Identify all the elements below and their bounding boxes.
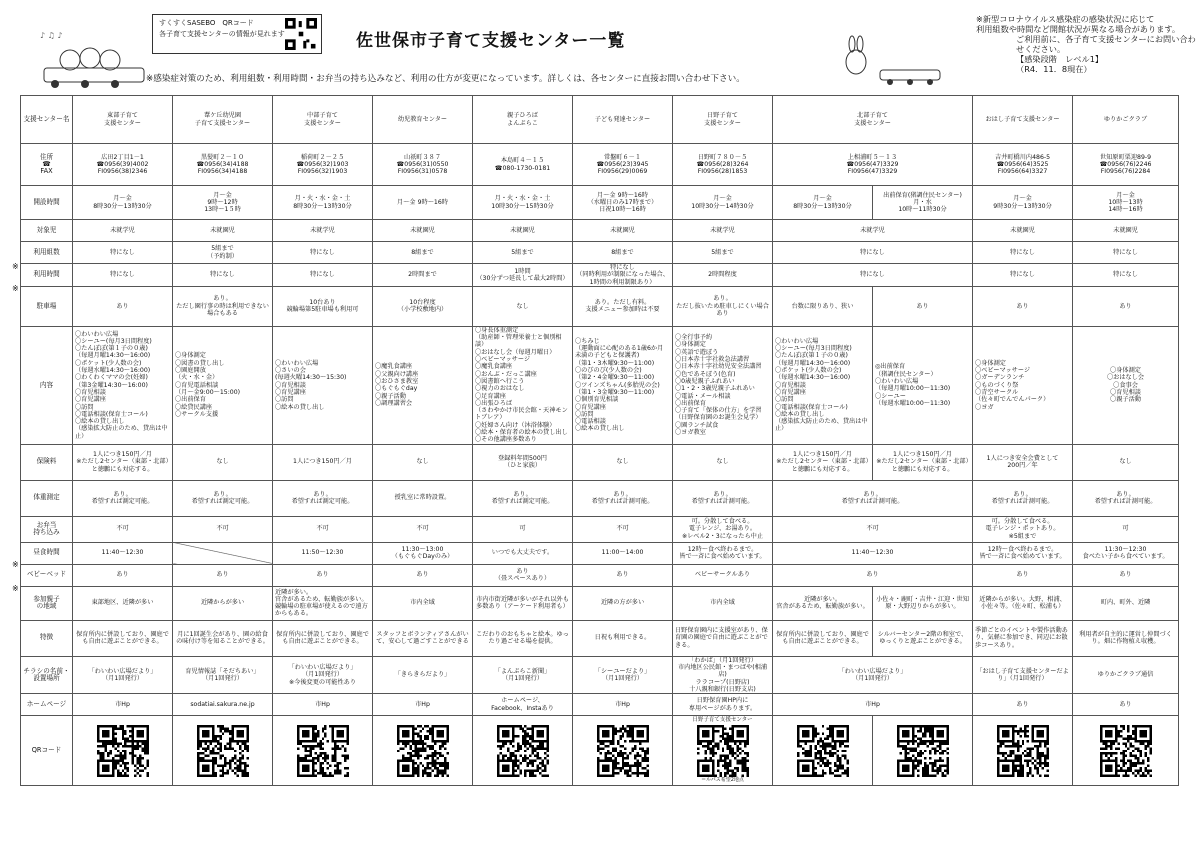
qr-cell	[73, 716, 173, 786]
table-row	[21, 564, 1179, 586]
table-cell: 山祇町３８７ ☎0956(31)0550 FI0956(31)0578	[373, 144, 473, 186]
table-cell: なし	[673, 444, 773, 480]
table-cell: 未就園児	[573, 220, 673, 242]
table-cell: 未就園児	[173, 220, 273, 242]
svg-text:♪ ♫ ♪: ♪ ♫ ♪	[40, 31, 63, 40]
table-cell: 東部子育て 支援センター	[73, 96, 173, 144]
table-cell: 特になし	[1073, 242, 1179, 264]
table-cell: 「おはし子育て支援センターだより」（月1回発行）	[973, 656, 1073, 693]
table-cell: 日野子育て 支援センター	[673, 96, 773, 144]
table-cell: 未就園児	[473, 220, 573, 242]
qr-code-icon[interactable]	[897, 725, 949, 777]
table-cell: 台数に限りあり、狭い	[773, 286, 873, 326]
table-cell: あり。 ただし園行事の時は利用できない場合もある	[173, 286, 273, 326]
row-label: お弁当 持ち込み	[21, 516, 73, 542]
table-row	[21, 96, 1179, 144]
table-cell: おはし子育て支援センター	[973, 96, 1073, 144]
qr-box-line2: 各子育て支援センターの情報が見れます	[159, 30, 285, 38]
notice-text: ※感染症対策のため、利用組数・利用時間・お弁当の持ち込みなど、利用の仕方が変更になっています。詳しくは、各センターに直接お問い合わせ下さい。	[146, 74, 745, 84]
table-cell: 日野保育園内に支援室があり、保育園の園庭で自由に遊ぶことができる。	[673, 620, 773, 656]
table-row	[21, 694, 1179, 716]
table-cell: 日祝も利用できる。	[573, 620, 673, 656]
qr-info-box	[152, 14, 322, 54]
table-cell: 吉井町橋川内486-5 ☎0956(64)3525 FI0956(64)3327	[973, 144, 1073, 186]
table-cell: 常盤町６－１ ☎0956(23)3945 FI0956(29)0069	[573, 144, 673, 186]
table-cell: 未就園児	[1073, 220, 1179, 242]
table-row	[21, 480, 1179, 516]
table-cell: 未就園児	[973, 220, 1073, 242]
qr-cell	[573, 716, 673, 786]
qr-code-icon[interactable]	[997, 725, 1049, 777]
table-cell: 〇わいわい広場 〇シーユー(毎月3日間程度) 〇たんぽぽ(第１子の０歳) （毎週月曜14:30～16:00) 〇ポケット(少人数の会) （毎週水曜14:30～16:00) 〇わくわくママの会(妊婦) （第3金曜14:30～16:00) 〇育児相談 〇育児講座 〇訪問 〇電話相談(保育士コール) 〇絵本の貸し出し （感染拡大防止のため、貸出は中止）	[73, 326, 173, 444]
row-label: 参加親子 の地域	[21, 586, 73, 620]
table-cell: 特になし	[973, 242, 1073, 264]
table-cell: 11:40～12:30	[773, 542, 973, 564]
table-cell: あり	[73, 286, 173, 326]
table-cell: 「わいわい広場だより」 （月1回発行） ※今後変更の可能性あり	[273, 656, 373, 693]
table-cell: 11:50～12:30	[273, 542, 373, 564]
table-cell: あり。 希望すれば測定可能。	[173, 480, 273, 516]
table-cell: 「シーユーだより」 （月1回発行）	[573, 656, 673, 693]
table-cell: 未就園児	[373, 220, 473, 242]
table-row	[21, 242, 1179, 264]
table-cell: あり	[1073, 286, 1179, 326]
right-note-line: （R4．11．8現在）	[1016, 64, 1092, 74]
table-cell: 本島町４－１５ ☎080-1730-0181	[473, 144, 573, 186]
row-label: チラシの名前・設置場所	[21, 656, 73, 693]
table-cell: 5組まで	[473, 242, 573, 264]
table-cell: 〇わいわい広場 〇シーユー(毎月3日間程度) 〇たんぽぽ(第１子の０歳) （毎週月曜14:30～16:00) 〇ポケット(少人数の会) （毎週水曜14:30～16:00) 〇育児相談 〇育児講座 〇訪問 〇電話相談(保育士コール) 〇絵本の貸し出し （感染拡大防止のため、貸出は中止）	[773, 326, 873, 444]
table-cell: 月～金 9時～16時	[373, 186, 473, 220]
table-cell: 未就学児	[773, 220, 973, 242]
table-cell: 5組まで （予約制）	[173, 242, 273, 264]
row-label: ベビーベッド	[21, 564, 73, 586]
table-cell: 未就学児	[673, 220, 773, 242]
train-illustration-icon	[30, 20, 150, 90]
qr-box-line1: すくすくSASEBO QRコード	[159, 19, 254, 27]
table-cell: ゆりかごクラブ通信	[1073, 656, 1179, 693]
table-cell: 登録料年間500円 （ひと家族）	[473, 444, 573, 480]
qr-caption: ＝ルパス希望2地点	[701, 776, 744, 783]
table-cell: 小佐々・鹿町・吉井・江迎・世知原・大野辺りからが多い。	[873, 586, 973, 620]
table-cell: 8組まで	[573, 242, 673, 264]
table-cell: 市内全域	[373, 586, 473, 620]
table-cell: 市内全域	[673, 586, 773, 620]
table-cell: あり。 希望すれば計測可能。	[673, 480, 773, 516]
table-cell: 近隣が多い。 官舎があるため、転勤族が多い。 競輪場の駐車場が使えるので遠方からもある。	[273, 586, 373, 620]
qr-code-icon[interactable]	[697, 725, 749, 777]
table-cell: 東部地区、近隣が多い	[73, 586, 173, 620]
table-cell: 特になし	[73, 242, 173, 264]
center-table-wrap	[20, 95, 1178, 835]
table-row	[21, 620, 1179, 656]
qr-code-icon[interactable]	[1100, 725, 1152, 777]
table-cell: シルバーセンター2階の和室で、ゆっくりと遊ぶことができる。	[873, 620, 973, 656]
table-cell: 可。分散して食べる。 電子レンジ・ポットあり。 ※5組まで	[973, 516, 1073, 542]
table-cell: 市Hp	[73, 694, 173, 716]
table-cell: 特になし	[73, 264, 173, 287]
table-cell: あり	[373, 564, 473, 586]
table-cell: あり	[973, 286, 1073, 326]
table-cell: 1人につき150円／月 ※ただし2センター（東部・北部）と徳鵬にも対応する。	[773, 444, 873, 480]
table-cell: 11:00～14:00	[573, 542, 673, 564]
table-cell: 不可	[73, 516, 173, 542]
row-label: 対象児	[21, 220, 73, 242]
table-cell: 2時間程度	[673, 264, 773, 287]
table-cell: 〇身体測定 〇図書の貸し出し 〇園庭開放 （火・水・金） 〇育児電話相談 （月～金9:00～15:00) 〇出前保育 〇絵貸民講座 〇サークル支援	[173, 326, 273, 444]
table-cell: 世知原町栗迎89-9 ☎0956(76)2246 FI0956(76)2284	[1073, 144, 1179, 186]
header	[0, 0, 1200, 92]
table-cell: 〇身長体重測定 （助産師・管理栄養士と個別相談） 〇おはなし会（毎週月曜日） 〇ベビーマッサージ 〇魔乳食講座 〇おんぶ・だっこ講座 〇図書館へ行こう 〇視力のおはなし 〇足育講座 〇出張ひろば （さわやかけ市民会館・天神モントブレア） 〇妊婦さん向け（沐浴体験） 〇絵本・保育者の絵本の貸し出し 〇その他講座多数あり	[473, 326, 573, 444]
table-cell: 不可	[773, 516, 973, 542]
table-cell: 不可	[273, 516, 373, 542]
table-cell: 月～金 9時30分～13時30分	[973, 186, 1073, 220]
row-label: 住所 ☎ FAX	[21, 144, 73, 186]
table-cell: 市Hp	[573, 694, 673, 716]
table-cell: 月～金 10時30分～14時30分	[673, 186, 773, 220]
row-label: 利用組数	[21, 242, 73, 264]
qr-code-icon[interactable]	[97, 725, 149, 777]
table-row	[21, 286, 1179, 326]
right-note	[976, 14, 1198, 74]
qr-code-icon[interactable]	[397, 725, 449, 777]
table-row	[21, 516, 1179, 542]
table-cell: あり。ただし有料。 支援メニュー参加時は不要	[573, 286, 673, 326]
table-cell: 月に1回誕生会があり、園の給食の味付け等を知ることができる。	[173, 620, 273, 656]
qr-code-icon[interactable]	[597, 725, 649, 777]
right-note-line: ご利用前に、各子育て支援センターにお問い合わせください。	[1016, 34, 1196, 54]
table-row	[21, 716, 1179, 786]
row-label: 体重測定	[21, 480, 73, 516]
table-cell: あり。 希望すれば測定可能。	[73, 480, 173, 516]
table-cell: 近隣の方が多い	[573, 586, 673, 620]
table-cell: 幼児教育センター	[373, 96, 473, 144]
table-cell: 未就学児	[73, 220, 173, 242]
table-cell: 月・火・水・金・土 8時30分～13時30分	[273, 186, 373, 220]
table-cell: あり。 希望すれば計測可能。	[573, 480, 673, 516]
table-cell: あり。 希望すれば計測可能。	[1073, 480, 1179, 516]
table-cell: 保育所内に併設しており、園庭でも自由に遊ぶことができる。	[273, 620, 373, 656]
table-cell: 月～金 10時～13時 14時～16時	[1073, 186, 1179, 220]
table-cell: あり	[873, 286, 973, 326]
table-cell: 可	[1073, 516, 1179, 542]
center-table	[20, 95, 1179, 786]
table-cell: なし	[173, 444, 273, 480]
table-cell: ゆりかごクラブ	[1073, 96, 1179, 144]
table-row	[21, 220, 1179, 242]
table-cell: なし	[573, 444, 673, 480]
table-cell: 親子ひろば よんぷらこ	[473, 96, 573, 144]
table-cell: あり	[1073, 564, 1179, 586]
table-cell: 12時～食べ終わるまで。 皆で一斉に食べ始めています。	[973, 542, 1073, 564]
table-cell: あり。 希望すれば測定可能。	[473, 480, 573, 516]
table-cell: ◎出前保育 （猪調住民センター） 〇わいわい広場 （毎週月曜10:00～11:30) 〇シーユー （毎週水曜10:00～11:30)	[873, 326, 973, 444]
table-cell: 市Hp	[273, 694, 373, 716]
table-cell: あり	[173, 564, 273, 586]
qr-cell	[473, 716, 573, 786]
table-cell: 未就学児	[273, 220, 373, 242]
table-cell: あり。 ただし抜いため駐車しにくい場合あり	[673, 286, 773, 326]
table-cell: 〇全行事予約 〇身体測定 〇英語で遊ぼう 〇日本赤十字社救急法講習 〇日本赤十字社幼児安全法講習 〇色であそぼう(色育) 〇0歳児親子ふれあい 〇1・2・3歳児親子ふれあい 〇電話・メール相談 〇出前保育 〇子育て「保体の仕方」を学習 （日野保育園のお誕生会見学） 〇園ランチ試食 〇ヨガ教室	[673, 326, 773, 444]
table-row	[21, 144, 1179, 186]
row-label: QRコード	[21, 716, 73, 786]
table-row	[21, 586, 1179, 620]
qr-code-icon[interactable]	[197, 725, 249, 777]
row-label: 支援センター名	[21, 96, 73, 144]
note-mark: ※	[12, 262, 19, 271]
table-cell: 1人につき150円／月 ※ただし2センター（東部・北部）と徳鵬にも対応する。	[73, 444, 173, 480]
qr-cell	[873, 716, 973, 786]
table-cell: 11:40～12:30	[73, 542, 173, 564]
table-cell: 「わかば」（月1回発行） 市内地区公民館・まつばや(相浦店) ララコープ(日野店) 十八親和銀行(日野支店)	[673, 656, 773, 693]
qr-code-icon[interactable]	[285, 18, 317, 50]
note-mark: ※	[12, 584, 19, 593]
table-cell: こだわりのおもちゃと絵本。ゆったり過ごせる場を提供。	[473, 620, 573, 656]
table-cell: 1人につき安全会費として 200円／年	[973, 444, 1073, 480]
table-cell: 「よんぷらこ新聞」 （月1回発行）	[473, 656, 573, 693]
table-cell: あり。 希望すれば計測可能。	[773, 480, 973, 516]
table-cell: あり	[73, 564, 173, 586]
table-cell: 「きらきらだより」	[373, 656, 473, 693]
table-cell: スタッフとボランティアさんがいて、安心して過ごすことができる	[373, 620, 473, 656]
table-cell: 育児情報誌「そだちあい」 （月1回発行）	[173, 656, 273, 693]
table-cell: なし	[373, 444, 473, 480]
table-cell: あり	[1073, 694, 1179, 716]
table-cell: 1時間 （30分ずつ延長して最大2時間）	[473, 264, 573, 287]
table-cell: 2時間まで	[373, 264, 473, 287]
table-cell: 11:30～13:00 （もぐもぐDayのみ）	[373, 542, 473, 564]
table-cell: 〇身体測定 〇ベビーマッサージ 〇ガーデンランチ 〇ものづくり祭 〇青空サークル （佐々町でんでんパーク） 〇ヨガ	[973, 326, 1073, 444]
table-cell: あり	[973, 694, 1073, 716]
row-label: 開設時間	[21, 186, 73, 220]
row-label: 内容	[21, 326, 73, 444]
qr-cell	[673, 716, 773, 786]
table-cell: 不可	[573, 516, 673, 542]
row-label: 駐車場	[21, 286, 73, 326]
table-row	[21, 326, 1179, 444]
table-cell: 季節ごとのイベントや製作活動あり、気軽に参加でき、同辺にお散歩コースあり。	[973, 620, 1073, 656]
right-note-line: 利用組数や時間など開館状況が異なる場合があります。	[976, 24, 1181, 34]
qr-code-icon[interactable]	[797, 725, 849, 777]
table-row	[21, 444, 1179, 480]
table-row	[21, 186, 1179, 220]
qr-cell	[373, 716, 473, 786]
row-label: 保険料	[21, 444, 73, 480]
table-cell: 〇ちみじ （運動面に心配のある1歳6か月 未満の子どもと保護者) （第1・3木曜9:30～11:00) 〇のびのび(少人数の会) （第2・4金曜9:30～11:00) 〇ツインズちゃん(多胎児の会) （第1・3金曜9:30～11:00) 〇個別育児相談 〇育児講座 〇訪問 〇電話相談 〇絵本の貸し出し	[573, 326, 673, 444]
table-cell: 5組まで	[673, 242, 773, 264]
table-cell: 市内市街近隣が多いがそれ以外も多数あり（アーケード利用者も）	[473, 586, 573, 620]
table-cell: 広田2丁目1－1 ☎0956(39)4002 FI0956(38)2346	[73, 144, 173, 186]
table-cell: 近隣が多い。 官舎があるため、転勤族が多い。	[773, 586, 873, 620]
table-cell: 月・火・水・金・土 10時30分～15時30分	[473, 186, 573, 220]
table-cell: 不可	[173, 516, 273, 542]
table-cell: 〇魔乳食講座 〇父親向け講座 〇おひさま教室 〇もぐもぐday 〇親子活動 〇調理講習会	[373, 326, 473, 444]
qr-code-icon[interactable]	[297, 725, 349, 777]
table-cell: 近隣からが多い。大野、相浦、 小佐々等。（佐々町、松浦も）	[973, 586, 1073, 620]
table-cell: 可。分散して食べる。 電子レンジ、お湯あり。 ※レベル2・3になったら中止	[673, 516, 773, 542]
table-cell: 可	[473, 516, 573, 542]
qr-cell	[773, 716, 873, 786]
table-cell: 特になし （同時利用が制限になった場合、1時間の利用制限あり）	[573, 264, 673, 287]
table-cell: 黒髪町２－１０ ☎0956(34)4188 FI0956(34)4188	[173, 144, 273, 186]
qr-cell	[173, 716, 273, 786]
qr-code-icon[interactable]	[497, 725, 549, 777]
row-label: 昼食時間	[21, 542, 73, 564]
table-cell: 子ども発達センター	[573, 96, 673, 144]
table-cell: 中部子育て 支援センター	[273, 96, 373, 144]
table-cell: 月～金 9時～12時 13時～1５時	[173, 186, 273, 220]
table-cell: 町内、町外、近隣	[1073, 586, 1179, 620]
table-row	[21, 264, 1179, 287]
row-label: ホームページ	[21, 694, 73, 716]
table-cell: いつでも大丈夫です。	[473, 542, 573, 564]
row-label: 利用時間	[21, 264, 73, 287]
table-cell: あり。 希望すれば計測可能。	[973, 480, 1073, 516]
table-cell: 特になし	[773, 242, 973, 264]
table-cell: 稲荷町２－２５ ☎0956(32)1903 FI0956(32)1903	[273, 144, 373, 186]
note-mark: ※	[12, 284, 19, 293]
table-cell: 〇わいわい広場 〇さいの会 (毎週火曜14:30～15:30) 〇育児相談 〇育児講座 〇訪問 〇絵本の貸し出し	[273, 326, 373, 444]
qr-cell	[1073, 716, 1179, 786]
right-note-line: ※新型コロナウイルス感染症の感染状況に応じて	[976, 14, 1155, 24]
table-cell: 12時～食べ終わるまで。 皆で一斉に食べ始めています。	[673, 542, 773, 564]
table-cell: 〇身体測定 〇おはなし会 〇食事会 〇育児相談 〇親子活動	[1073, 326, 1179, 444]
rabbit-illustration-icon	[836, 30, 956, 90]
table-cell: なし	[1073, 444, 1179, 480]
table-cell: 特になし	[273, 242, 373, 264]
table-cell: 特になし	[773, 264, 973, 287]
qr-cell	[273, 716, 373, 786]
table-row	[21, 542, 1179, 564]
table-cell: 日野保育園HP内に 専用ページがあります。	[673, 694, 773, 716]
table-cell: 授乳室に常時設置。	[373, 480, 473, 516]
table-cell: 出前保育(猪調住民センター) 月・水 10時～11時30分	[873, 186, 973, 220]
table-cell: 利用者が自主的に運営し仲間づくり。畑に作物植え収穫。	[1073, 620, 1179, 656]
table-cell: 特になし	[173, 264, 273, 287]
table-cell: 特になし	[273, 264, 373, 287]
table-cell: あり （畳スペースあり）	[473, 564, 573, 586]
table-cell: 10台程度 （小学校敷地内）	[373, 286, 473, 326]
table-cell: 特になし	[1073, 264, 1179, 287]
table-cell: あり	[573, 564, 673, 586]
table-cell: 不可	[373, 516, 473, 542]
table-cell: 上相浦町５－１３ ☎0956(47)3329 FI0956(47)3329	[773, 144, 973, 186]
table-cell: 近隣からが多い	[173, 586, 273, 620]
table-cell: あり。 希望すれば測定可能。	[273, 480, 373, 516]
table-cell: 10台あり 競輪場第5駐車場も利用可	[273, 286, 373, 326]
table-cell: 特になし	[973, 264, 1073, 287]
table-cell: 北部子育て 支援センター	[773, 96, 973, 144]
table-cell: 11:30～12:30 食べたい子から食べています。	[1073, 542, 1179, 564]
table-cell: 月～金 9時～16時 （水曜日のみ17時まで） 日祝10時～16時	[573, 186, 673, 220]
qr-caption: 日野子育て支援センター	[692, 717, 753, 724]
note-mark: ※	[12, 560, 19, 569]
table-cell: 8組まで	[373, 242, 473, 264]
table-cell: ホームページ、 Facebook、Instaあり	[473, 694, 573, 716]
qr-cell	[973, 716, 1073, 786]
table-cell: あり	[973, 564, 1073, 586]
table-cell: ベビーサークルあり	[673, 564, 773, 586]
table-cell	[173, 542, 273, 564]
table-cell: 保育所内に併設しており、園庭でも自由に遊ぶことができる。	[73, 620, 173, 656]
table-cell: 1人につき150円／月	[273, 444, 373, 480]
table-cell: 市Hp	[773, 694, 973, 716]
table-row	[21, 656, 1179, 693]
table-cell: 月～金 8時30分～13時30分	[73, 186, 173, 220]
page-title: 佐世保市子育て支援センター一覧	[356, 31, 626, 51]
table-cell: 「わいわい広場だより」 （月1回発行）	[73, 656, 173, 693]
table-cell: 日野町７８０－５ ☎0956(28)3264 FI0956(28)1853	[673, 144, 773, 186]
table-cell: 市Hp	[373, 694, 473, 716]
table-cell: 保育所内に併設しており、園庭でも自由に遊ぶことができる。	[773, 620, 873, 656]
table-cell: 「わいわい広場だより」 （月1回発行）	[773, 656, 973, 693]
row-label: 特徴	[21, 620, 73, 656]
table-cell: 月～金 8時30分～13時30分	[773, 186, 873, 220]
table-cell: あり	[273, 564, 373, 586]
right-note-line: 【感染段階 レベル1】	[1016, 54, 1104, 64]
table-cell: 葦ケ丘幼児園 子育て支援センター	[173, 96, 273, 144]
table-cell: あり	[773, 564, 973, 586]
table-cell: sodatiai.sakura.ne.jp	[173, 694, 273, 716]
table-cell: なし	[473, 286, 573, 326]
table-cell: 1人につき150円／月 ※ただし2センター（東部・北部）と徳鵬にも対応する。	[873, 444, 973, 480]
